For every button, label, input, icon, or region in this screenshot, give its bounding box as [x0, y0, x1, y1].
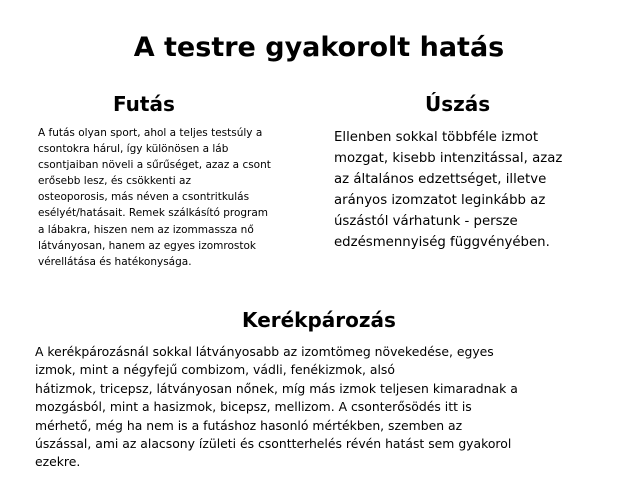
uszas-body: Ellenben sokkal többféle izmot mozgat, kisebb intenzitással, azaz az általános edzettséget, illetve arányos izomzatot leginkább az úszástól várhatunk - persze edzésmennyiség függvényében.	[334, 130, 563, 250]
slide-title: A testre gyakorolt hatás	[133, 32, 505, 63]
kerekparozas-heading: Kerékpározás	[242, 308, 396, 332]
futas-heading: Futás	[113, 92, 175, 116]
futas-body: A futás olyan sport, ahol a teljes testsúly a csontokra hárul, így különösen a láb csontjaiban növeli a sűrűséget, azaz a csont erősebb lesz, és csökkenti az osteoporosis, más néven a csontritkulás esélyét/hatásait. Remek szálkásító program a lábakra, hiszen nem az izommassza nő látványosan, hanem az egyes izomrostok vérellátása és hatékonysága.	[38, 127, 271, 268]
uszas-heading: Úszás	[425, 92, 491, 116]
kerekparozas-body: A kerékpározásnál sokkal látványosabb az izomtömeg növekedése, egyes izmok, mint a négyfejű combizom, vádli, fenékizmok, alsó hátizmok, tricepsz, látványosan nőnek, míg más izmok teljesen kimaradnak a mozgásból, mint a hasizmok, bicepsz, mellizom. A csonterősödés itt is mérhető, még ha nem is a futáshoz hasonló mértékben, szemben az úszással, ami az alacsony ízületi és csontterhelés révén hatást sem gyakorol ezekre.	[35, 344, 518, 470]
